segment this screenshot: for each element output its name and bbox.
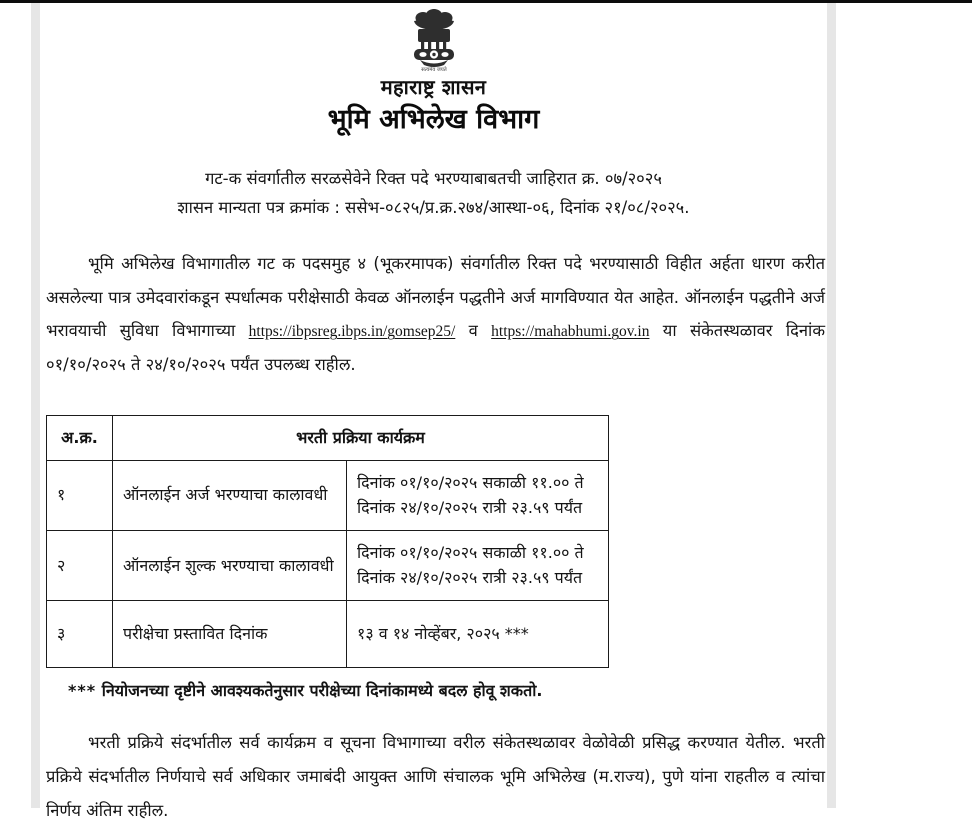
organization-name: महाराष्ट्र शासन bbox=[380, 75, 487, 99]
row-1-sr: १ bbox=[47, 460, 113, 530]
recruitment-schedule-table-wrapper bbox=[46, 415, 608, 668]
footnote-asterisks: *** bbox=[68, 681, 97, 701]
document-header bbox=[40, 3, 827, 137]
row-1-date-line-1: दिनांक ०१/१०/२०२५ सकाळी ११.०० ते bbox=[357, 472, 584, 492]
link-conjunction: व bbox=[468, 321, 478, 341]
row-2-date-line-1: दिनांक ०१/१०/२०२५ सकाळी ११.०० ते bbox=[357, 542, 584, 562]
page-edge-right bbox=[827, 3, 836, 808]
advertisement-number-line: गट-क संवर्गातील सरळसेवेने रिक्त पदे भरण्याबाबतची जाहिरात क्र. ०७/२०२५ bbox=[205, 169, 662, 189]
recruitment-schedule-table bbox=[46, 415, 609, 668]
government-approval-line: शासन मान्यता पत्र क्रमांक : ससेभ-०८२५/प्र.क्र.२७४/आस्था-०६, दिनांक २१/०८/२०२५. bbox=[177, 197, 690, 217]
row-3-sr: ३ bbox=[47, 601, 113, 668]
page-edge-left bbox=[31, 3, 40, 808]
mahabhumi-website-link[interactable]: https://mahabhumi.gov.in bbox=[491, 323, 650, 341]
row-2-date-line-2: दिनांक २४/१०/२०२५ रात्री २३.५९ पर्यंत bbox=[357, 568, 583, 588]
column-header-programme: भरती प्रक्रिया कार्यक्रम bbox=[113, 416, 609, 461]
column-header-sr-no: अ.क्र. bbox=[47, 416, 113, 461]
advertisement-subtitle bbox=[40, 165, 827, 223]
table-row bbox=[47, 460, 609, 530]
row-1-description: ऑनलाईन अर्ज भरण्याचा कालावधी bbox=[113, 460, 347, 530]
department-name: भूमि अभिलेख विभाग bbox=[327, 104, 540, 135]
table-header-row bbox=[47, 416, 609, 461]
svg-text:सत्यमेव जयते: सत्यमेव जयते bbox=[420, 67, 447, 73]
footnote-text: नियोजनच्या दृष्टीने आवश्यकतेनुसार परीक्षेच्या दिनांकामध्ये बदल होवू शकतो. bbox=[101, 681, 543, 701]
intro-paragraph bbox=[40, 247, 827, 382]
row-1-date-line-2: दिनांक २४/१०/२०२५ रात्री २३.५९ पर्यंत bbox=[357, 498, 583, 518]
document-page bbox=[40, 3, 827, 820]
row-2-sr: २ bbox=[47, 530, 113, 600]
row-3-description: परीक्षेचा प्रस्तावित दिनांक bbox=[113, 601, 347, 668]
exam-date-footnote bbox=[40, 677, 827, 704]
table-row bbox=[47, 530, 609, 600]
table-row bbox=[47, 601, 609, 668]
row-2-date bbox=[347, 530, 609, 600]
closing-paragraph: भरती प्रक्रिये संदर्भातील सर्व कार्यक्रम व सूचना विभागाच्या वरील संकेतस्थळावर वेळोवेळी प्रसिद्ध करण्यात येतील. भरती प्रक्रिये संदर्भातील निर्णयाचे सर्व अधिकार जमाबंदी आयुक्त आणि संचालक भूमि अभिलेख (म.राज्य), पुणे यांना राहतील व त्यांचा निर्णय अंतिम राहील. bbox=[46, 733, 825, 820]
row-3-date: १३ व १४ नोव्हेंबर, २०२५ *** bbox=[347, 601, 609, 668]
row-2-description: ऑनलाईन शुल्क भरण्याचा कालावधी bbox=[113, 530, 347, 600]
intro-paragraph-text-after-links: या संकेतस्थळावर दिनांक ०१/१०/२०२५ ते २४/१०/२०२५ पर्यंत उपलब्ध राहील. bbox=[46, 321, 825, 375]
application-portal-link[interactable]: https://ibpsreg.ibps.in/gomsep25/ bbox=[248, 323, 456, 341]
state-emblem-icon bbox=[402, 7, 466, 73]
intro-paragraph-text-before-links: भूमि अभिलेख विभागातील गट क पदसमुह ४ (भूकरमापक) संवर्गातील रिक्त पदे भरण्यासाठी विहीत अर्हता धारण करीत असलेल्या पात्र उमेदवारांकडून स्पर्धात्मक परीक्षेसाठी केवळ ऑनलाईन पद्धतीने अर्ज मागविण्यात येत आहेत. ऑनलाईन पद्धतीने अर्ज भरावयाची सुविधा विभागाच्या bbox=[46, 253, 825, 341]
row-1-date bbox=[347, 460, 609, 530]
